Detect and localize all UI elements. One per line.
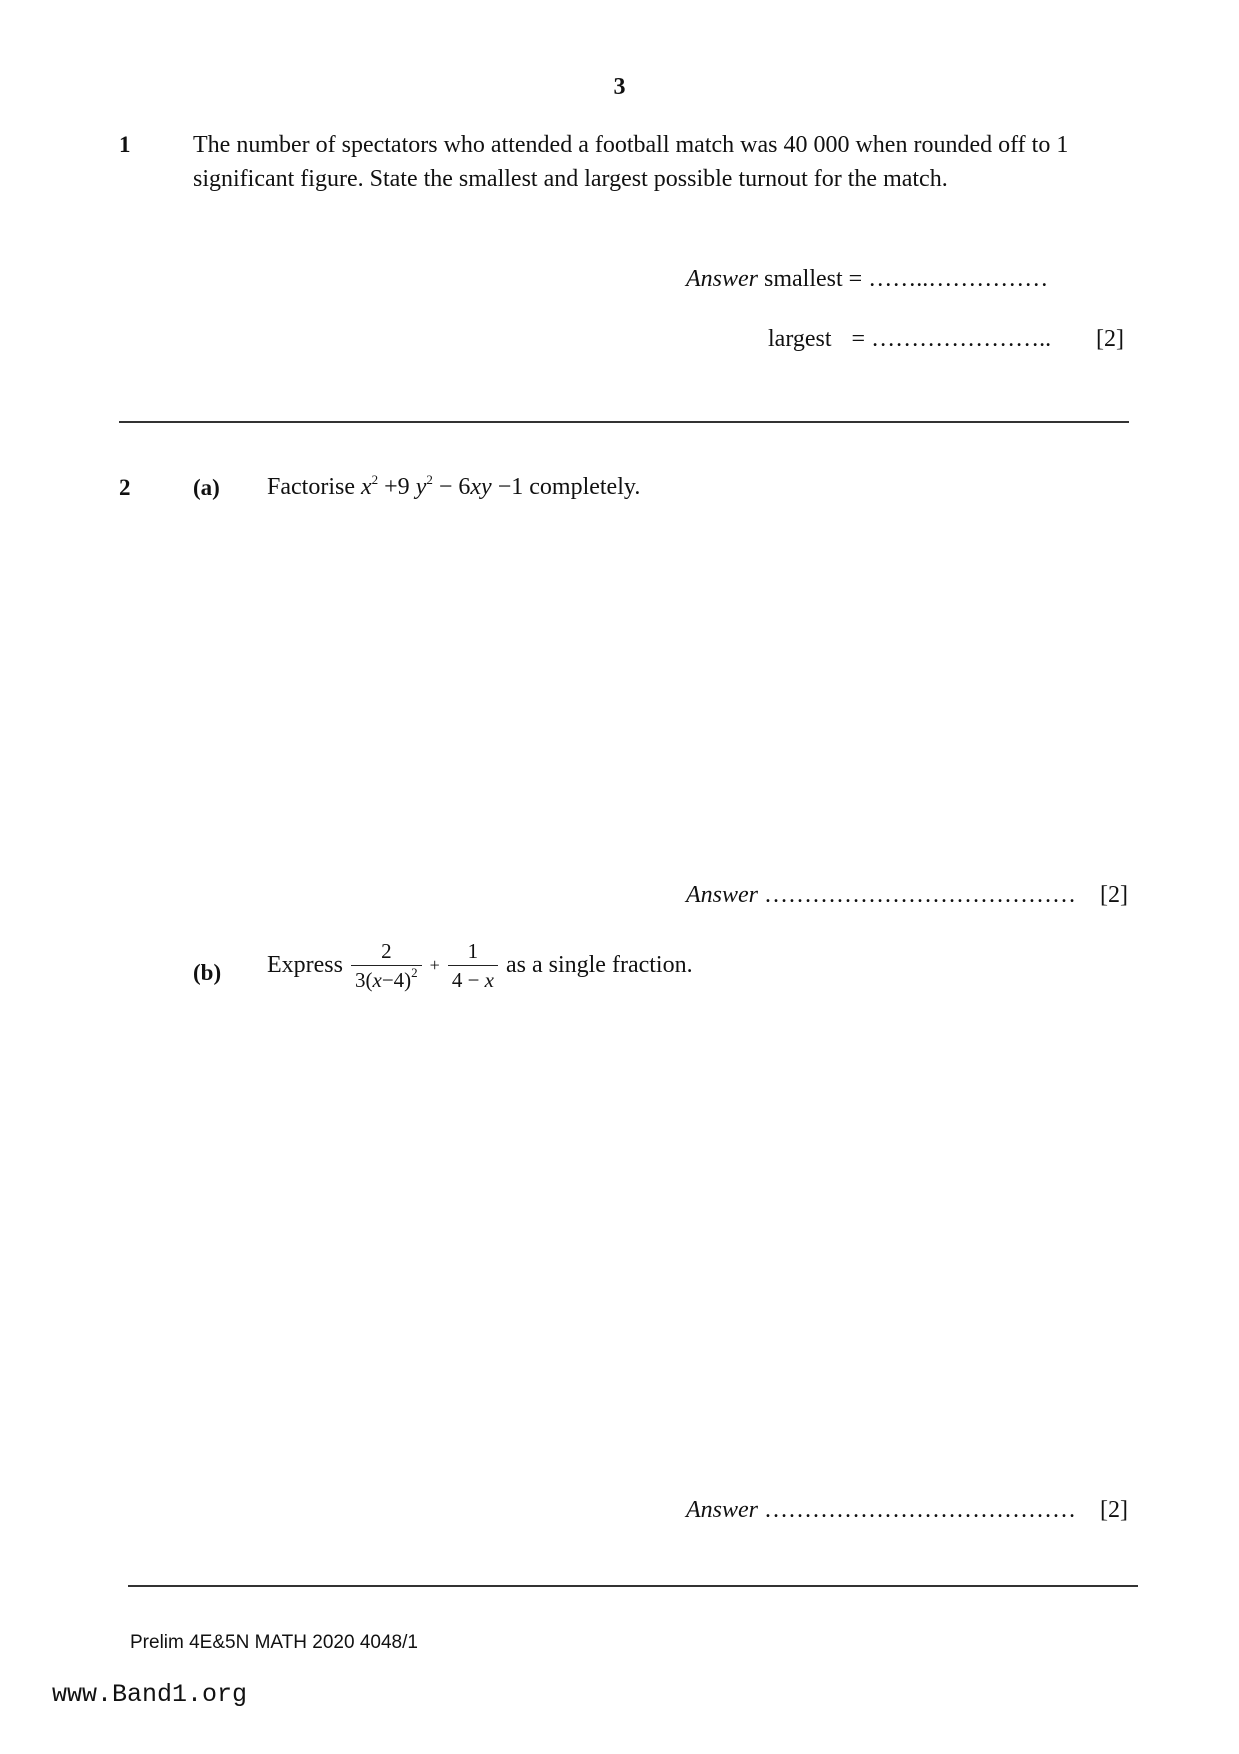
answer-label: Answer [686, 1497, 758, 1523]
question-2b-label: (b) [193, 960, 222, 985]
question-1-answer-smallest [686, 266, 1048, 293]
page-number: 3 [613, 74, 626, 100]
question-1-number: 1 [119, 132, 131, 157]
smallest-answer-blank[interactable]: ……..…………… [868, 266, 1049, 292]
question-2-number: 2 [119, 475, 131, 500]
bottom-divider [128, 1585, 1138, 1587]
question-2a-label: (a) [193, 475, 220, 500]
factorise-suffix: completely. [529, 474, 641, 500]
largest-label: largest [768, 326, 832, 352]
footer-text: Prelim 4E&5N MATH 2020 4048/1 [130, 1632, 418, 1653]
question-1-answer-largest [768, 326, 1051, 353]
question-1-text-line-1: The number of spectators who attended a football match was 40 000 when rounded off to 1 [193, 132, 1069, 158]
plus-sign: + [429, 955, 440, 975]
fraction-2: $\frac{1}{4 - x}$ [448, 937, 498, 994]
express-suffix: as a single fraction. [505, 952, 693, 978]
smallest-label: smallest = [764, 266, 863, 292]
question-1-marks: [2] [1096, 326, 1124, 352]
answer-label: Answer [686, 266, 758, 292]
largest-equals: = [851, 326, 866, 352]
question-2b-answer [686, 1497, 1076, 1524]
express-verb: Express [267, 952, 343, 978]
website-watermark: www.Band1.org [52, 1680, 248, 1709]
largest-answer-blank[interactable]: ………………….. [871, 326, 1052, 352]
question-2b-text [267, 937, 693, 994]
question-2a-text [267, 470, 640, 504]
factorise-expression: $x^2 +9$ $y^2 - 6xy -1$ [360, 472, 524, 500]
answer-label: Answer [686, 882, 758, 908]
question-2b-marks: [2] [1100, 1497, 1128, 1523]
question-2a-marks: [2] [1100, 882, 1128, 908]
question-2a-answer [686, 882, 1076, 909]
question-2a-answer-blank[interactable]: ………………………………… [764, 882, 1076, 908]
factorise-verb: Factorise [267, 474, 355, 500]
question-1-text [193, 128, 1123, 196]
question-2b-answer-blank[interactable]: ………………………………… [764, 1497, 1076, 1523]
fraction-1: $\frac{2}{3(x-4)^2}$ [351, 937, 422, 994]
question-divider [119, 421, 1129, 423]
question-1-text-line-2: significant figure. State the smallest and largest possible turnout for the match. [193, 166, 948, 192]
